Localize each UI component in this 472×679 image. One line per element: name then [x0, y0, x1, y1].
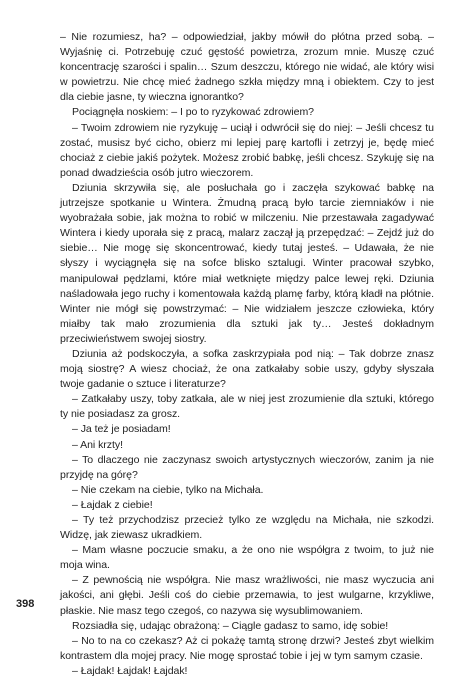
paragraph: – Łajdak! Łajdak! Łajdak!: [72, 664, 188, 677]
page-number: 398: [16, 598, 35, 610]
paragraph: Rozsiadła się, udając obrażoną: – Ciągle gadasz to samo, idę sobie!: [72, 619, 389, 632]
paragraph: – Nie rozumiesz, ha? – odpowiedział, jakby mówił do płótna przed sobą. – Wyjaśnię ci. Potrzebuję czuć gęstość powietrza, zrozum mnie. Muszę czuć koncentrację szarości i spalin… Szum deszczu, którego nie widać, ale który wisi w powietrzu. Nie chcę mieć żadnego szkła między mną i obiektem. Czy to jest dla ciebie jasne, ty wieczna ignorantko?: [60, 31, 434, 104]
paragraph: Dziunia aż podskoczyła, a sofka zaskrzypiała pod nią: – Tak dobrze znasz moją siostrę? A wiesz chociaż, że ona zatkałaby sobie uszy, gdyby słyszała twoje gadanie o sztuce i literaturze?: [60, 347, 434, 391]
paragraph: – Łajdak z ciebie!: [72, 498, 153, 511]
paragraph: – No to na co czekasz? Aż ci pokażę tamtą stronę drzwi? Jesteś zbyt wielkim kontrastem dla mojej pracy. Nie mogę sprostać tobie i jej w tym samym czasie.: [60, 634, 434, 662]
paragraph: – Twoim zdrowiem nie ryzykuję – uciął i odwrócił się do niej: – Jeśli chcesz tu zostać, musisz być cicho, obierz mi lepiej parę kartofli i zetrzyj je, będę mieć chociaż z ciebie jakiś pożytek. Możesz zrobić babkę, jeśli chcesz. Szykuję się na ponad dwadzieścia osób jutro wieczorem.: [60, 121, 434, 179]
paragraph: – Nie czekam na ciebie, tylko na Michała.: [72, 483, 264, 496]
paragraph: – Ani krzty!: [72, 438, 123, 451]
body-text: [60, 30, 434, 679]
paragraph: – Ty też przychodzisz przecież tylko ze względu na Michała, nie szkodzi. Widzę, jak ziewasz ukradkiem.: [60, 514, 434, 542]
paragraph: – Zatkałaby uszy, toby zatkała, ale w niej jest zrozumienie dla sztuki, którego ty nie posiadasz za grosz.: [60, 393, 434, 421]
paragraph: – Z pewnością nie współgra. Nie masz wrażliwości, nie masz wyczucia ani jakości, ani głębi. Jeśli coś do ciebie przemawia, to jest wulgarne, krzykliwe, płaskie. Nie masz tego czegoś, co nazywa się wysublimowaniem.: [60, 574, 434, 617]
paragraph: – Mam własne poczucie smaku, a że ono nie współgra z twoim, to już nie moja wina.: [60, 544, 434, 572]
paragraph: – To dlaczego nie zaczynasz swoich artystycznych wieczorów, zanim ja nie przyjdę na górę?: [60, 453, 434, 481]
paragraph: – Ja też je posiadam!: [72, 423, 171, 436]
paragraph: Pociągnęła noskiem: – I po to ryzykować zdrowiem?: [72, 106, 314, 119]
paragraph: Dziunia skrzywiła się, ale posłuchała go i zaczęła szykować babkę na jutrzejsze spotkanie u Wintera. Żmudną pracą było tarcie ziemniaków i nie wyobrażała sobie, jak można to robić w milczeniu. Nie przestawała zagadywać Wintera i kiedy uporała się z pracą, malarz zaczął ją przepędzać: – Zejdź już do siebie… Nie mogę się skoncentrować, kiedy tutaj jesteś. – Udawała, że nie słyszy i wyciągnęła się na sofce blisko sztalugi. Winter pracował szybko, manipulował pędzlami, które miał wetknięte między palce lewej ręki. Dziunia naśladowała jego ruchy i komentowała każdą plamę farby, którą kładł na płótnie. Winter nie mógł się powstrzymać: – Nie widziałem jeszcze człowieka, który miałby tak mało zrozumienia dla sztuki jak ty… Jesteś dokładnym przeciwieństwem swojej siostry.: [60, 181, 434, 345]
